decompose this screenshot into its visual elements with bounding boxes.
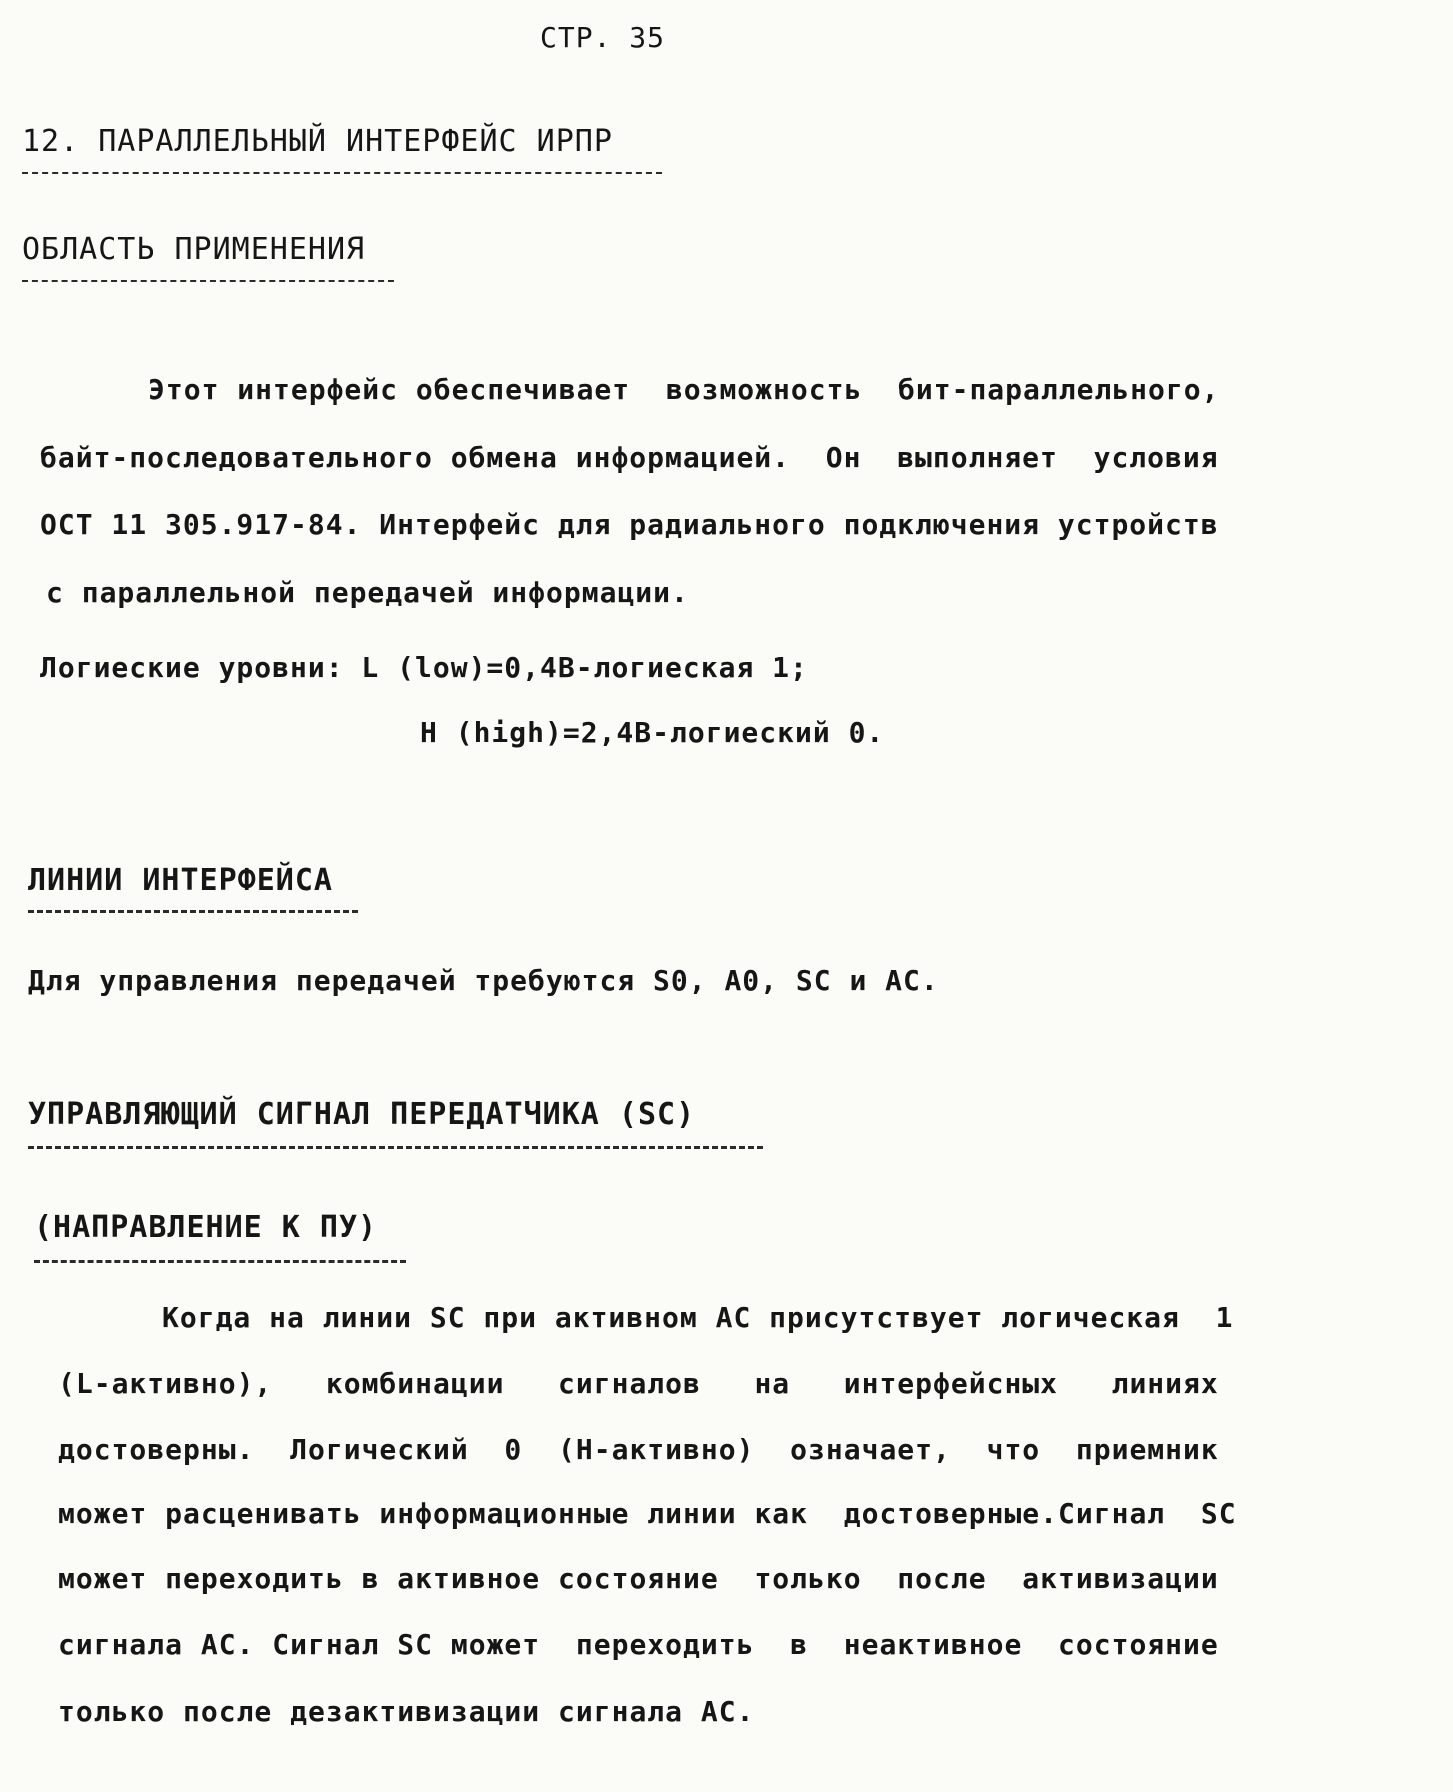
paragraph-line: с параллельной передачей информации.: [46, 576, 689, 609]
paragraph-line: байт-последовательного обмена информацией. Он выполняет условия: [40, 441, 1219, 474]
sc-subheading-underline: [34, 1260, 406, 1263]
interface-lines-text: Для управления передачей требуются S0, A0, SC и AC.: [28, 964, 939, 997]
scope-heading-underline: [22, 280, 394, 282]
sc-heading-underline: [28, 1146, 763, 1149]
logic-levels-line: Логиеские уровни: L (low)=0,4B-логиеская 1;: [40, 651, 808, 684]
paragraph-line: может расценивать информационные линии как достоверные.Сигнал SC: [58, 1497, 1237, 1530]
logic-levels-line: H (high)=2,4B-логиеский 0.: [420, 716, 885, 749]
paragraph-line: достоверны. Логический 0 (H-активно) означает, что приемник: [58, 1433, 1219, 1466]
paragraph-line: (L-активно), комбинации сигналов на интерфейсных линиях: [58, 1367, 1219, 1400]
paragraph-line: сигнала AC. Сигнал SC может переходить в неактивное состояние: [58, 1628, 1219, 1661]
sc-subheading: (НАПРАВЛЕНИЕ К ПУ): [34, 1210, 378, 1245]
section-title: 12. ПАРАЛЛЕЛЬНЫЙ ИНТЕРФЕЙС ИРПР: [22, 124, 613, 159]
section-title-underline: [22, 172, 662, 174]
paragraph-line: только после дезактивизации сигнала AC.: [58, 1695, 755, 1728]
scope-heading: ОБЛАСТЬ ПРИМЕНЕНИЯ: [22, 232, 366, 267]
paragraph-line: Этот интерфейс обеспечивает возможность бит-параллельного,: [148, 373, 1220, 406]
interface-lines-heading: ЛИНИИ ИНТЕРФЕЙСА: [28, 863, 333, 898]
paragraph-line: может переходить в активное состояние только после активизации: [58, 1562, 1219, 1595]
paragraph-line: ОСТ 11 305.917-84. Интерфейс для радиального подключения устройств: [40, 508, 1219, 541]
sc-heading: УПРАВЛЯЮЩИЙ СИГНАЛ ПЕРЕДАТЧИКА (SC): [28, 1097, 696, 1132]
page-number: СТР. 35: [540, 21, 666, 54]
paragraph-line: Когда на линии SC при активном AC присутствует логическая 1: [162, 1301, 1234, 1334]
interface-lines-heading-underline: [28, 910, 358, 913]
